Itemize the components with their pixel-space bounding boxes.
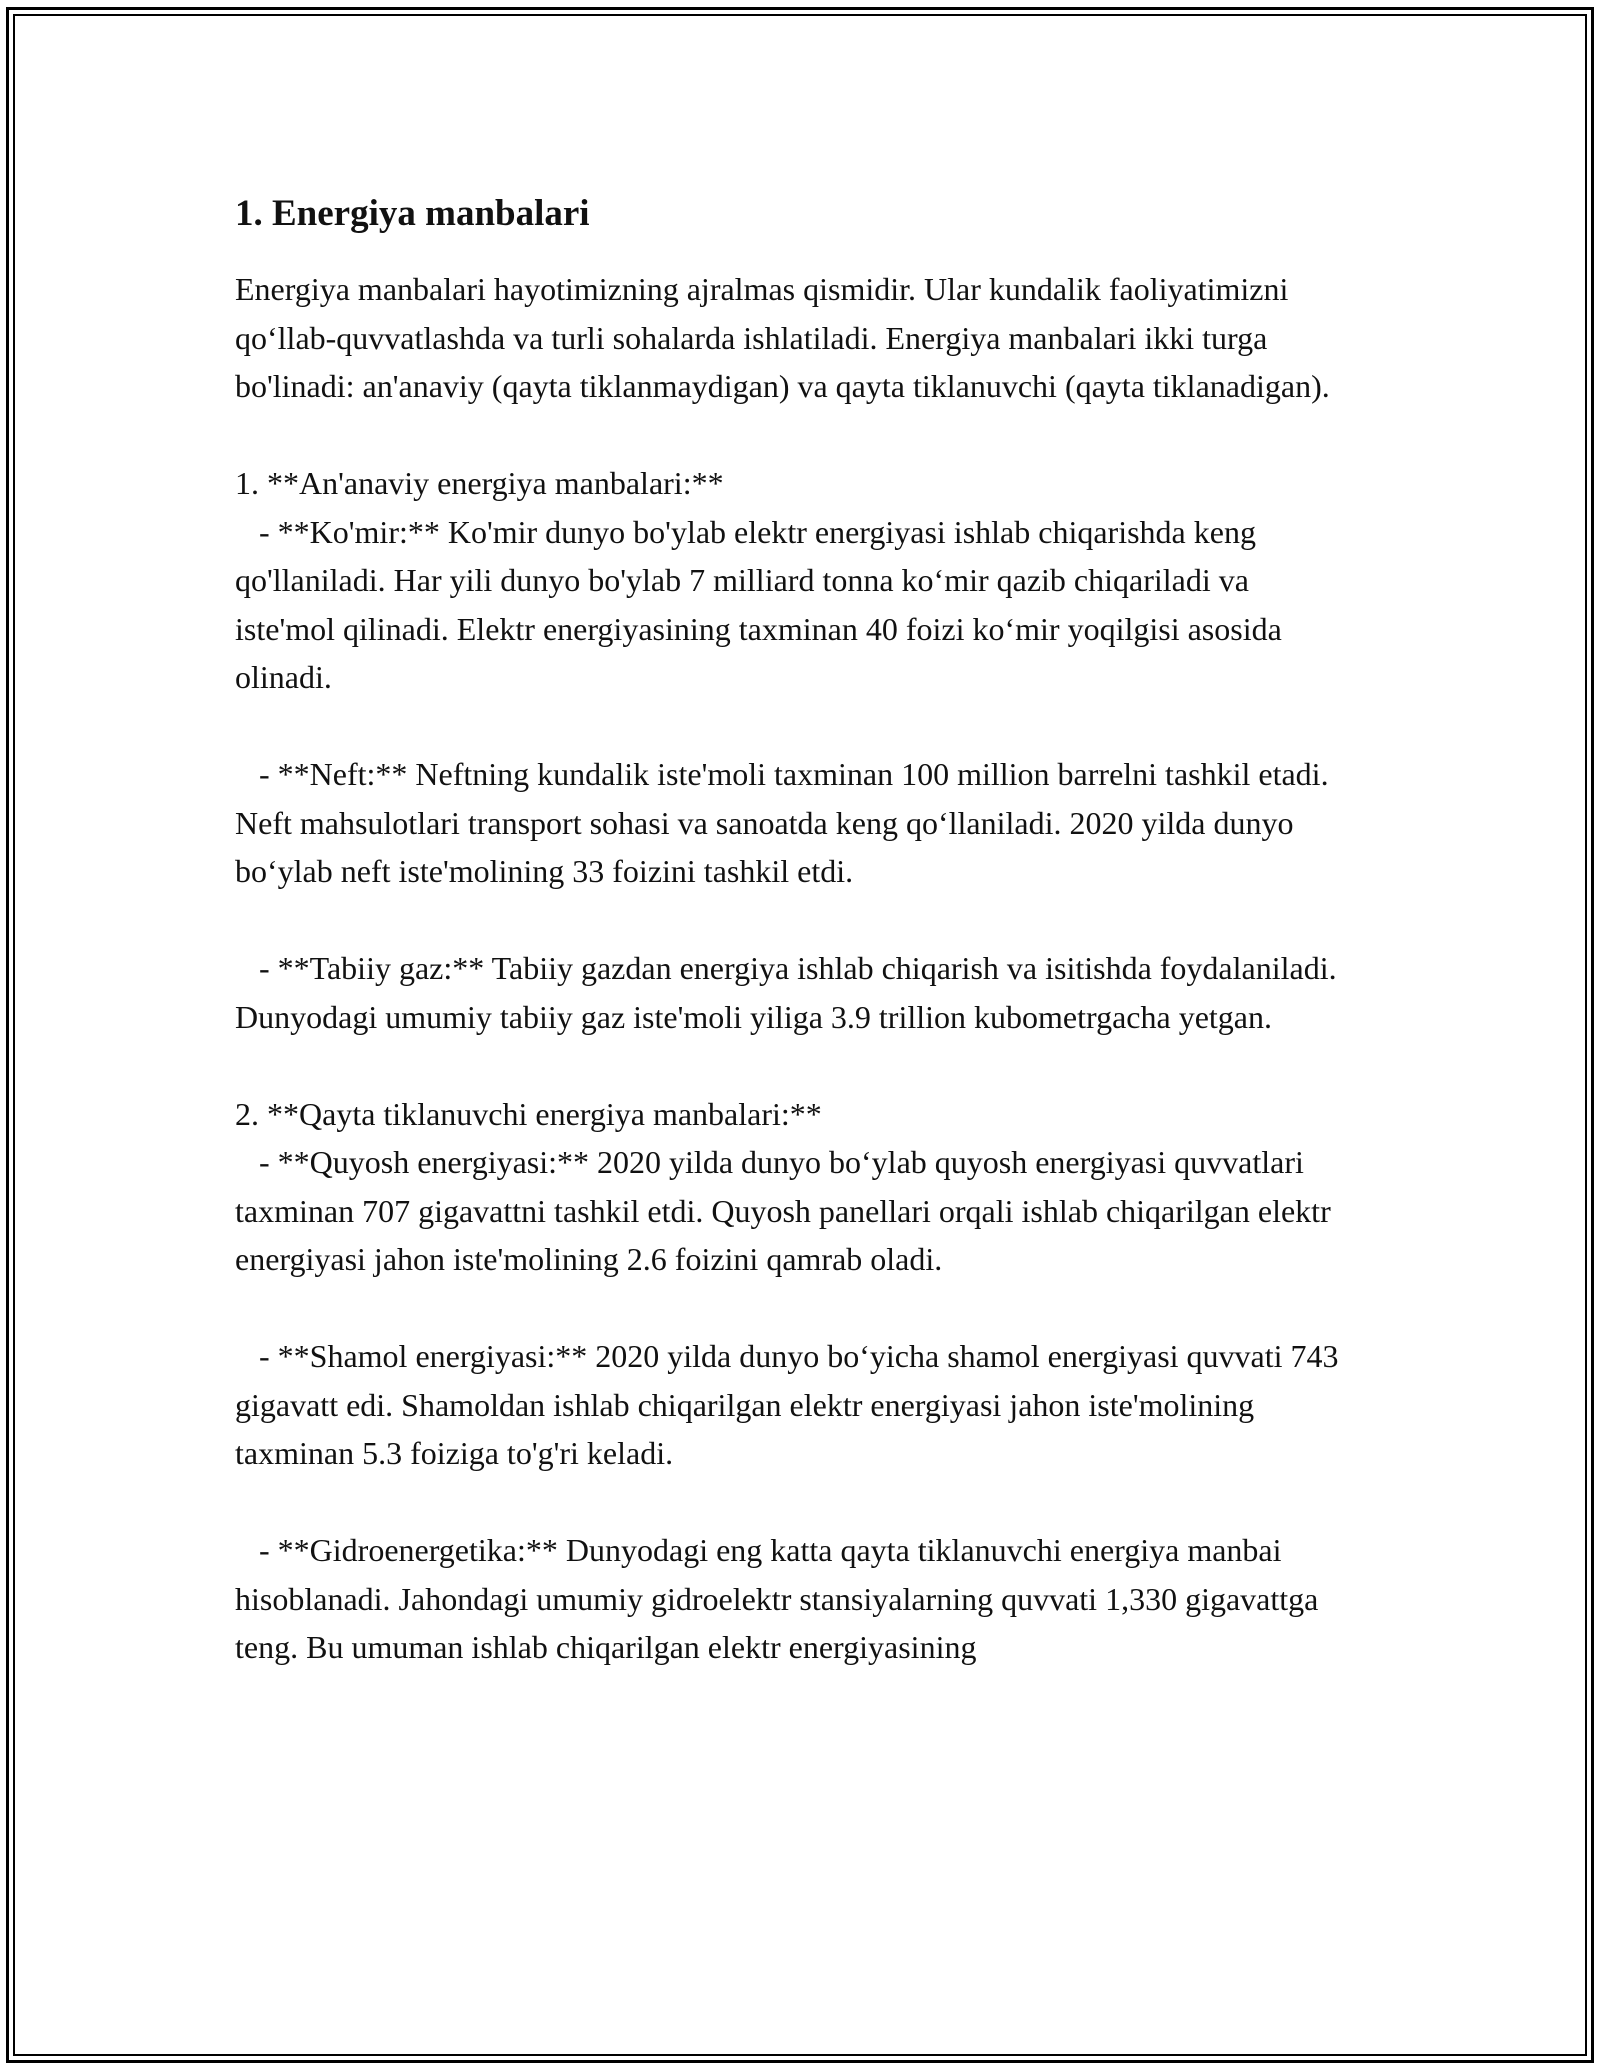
hydro-paragraph: - **Gidroenergetika:** Dunyodagi eng katta qayta tiklanuvchi energiya manbai hisoblanadi. Jahondagi umumiy gidroelektr stansiyalarning quvvati 1,330 gigavattga teng. Bu umuman ishlab chiqarilgan elektr energiyasining — [235, 1532, 1327, 1665]
paragraph-gap — [235, 1478, 1355, 1527]
paragraph-gap — [235, 1041, 1355, 1090]
wind-paragraph: - **Shamol energiyasi:** 2020 yilda dunyo bo‘yicha shamol energiyasi quvvati 743 gigavatt edi. Shamoldan ishlab chiqarilgan elektr energiyasi jahon iste'molining taxminan 5.3 foiziga to'g'ri keladi. — [235, 1338, 1347, 1471]
coal-paragraph: - **Ko'mir:** Ko'mir dunyo bo'ylab elektr energiyasi ishlab chiqarishda keng qo'llaniladi. Har yili dunyo bo'ylab 7 milliard tonna ko‘mir qazib chiqariladi va iste'mol qilinadi. Elektr energiyasining taxminan 40 foizi ko‘mir yoqilgisi asosida olinadi. — [235, 513, 1290, 695]
document-body — [235, 185, 1355, 1672]
solar-paragraph: - **Quyosh energiyasi:** 2020 yilda dunyo bo‘ylab quyosh energiyasi quvvatlari taxminan 707 gigavattni tashkil etdi. Quyosh panellari orqali ishlab chiqarilgan elektr energiyasi jahon iste'molining 2.6 foizini qamrab oladi. — [235, 1144, 1339, 1277]
section-heading-traditional: 1. **An'anaviy energiya manbalari:** — [235, 465, 724, 501]
paragraph-gap — [235, 1284, 1355, 1333]
oil-paragraph: - **Neft:** Neftning kundalik iste'moli taxminan 100 million barrelni tashkil etadi. Neft mahsulotlari transport sohasi va sanoatda keng qo‘llaniladi. 2020 yilda dunyo bo‘ylab neft iste'molining 33 foizini tashkil etdi. — [235, 756, 1337, 889]
paragraph-gap — [235, 702, 1355, 751]
intro-paragraph: Energiya manbalari hayotimizning ajralmas qismidir. Ular kundalik faoliyatimizni qo‘llab-quvvatlashda va turli sohalarda ishlatiladi. Energiya manbalari ikki turga bo'linadi: an'anaviy (qayta tiklanmaydigan) va qayta tiklanuvchi (qayta tiklanadigan). — [235, 271, 1330, 404]
paragraph-gap — [235, 411, 1355, 460]
gas-paragraph: - **Tabiiy gaz:** Tabiiy gazdan energiya ishlab chiqarish va isitishda foydalaniladi. Dunyodagi umumiy tabiiy gaz iste'moli yiliga 3.9 trillion kubometrgacha yetgan. — [235, 950, 1345, 1035]
paragraph-gap — [235, 896, 1355, 945]
section-heading-renewable: 2. **Qayta tiklanuvchi energiya manbalari:** — [235, 1095, 822, 1132]
page-title: 1. Energiya manbalari — [235, 193, 590, 234]
